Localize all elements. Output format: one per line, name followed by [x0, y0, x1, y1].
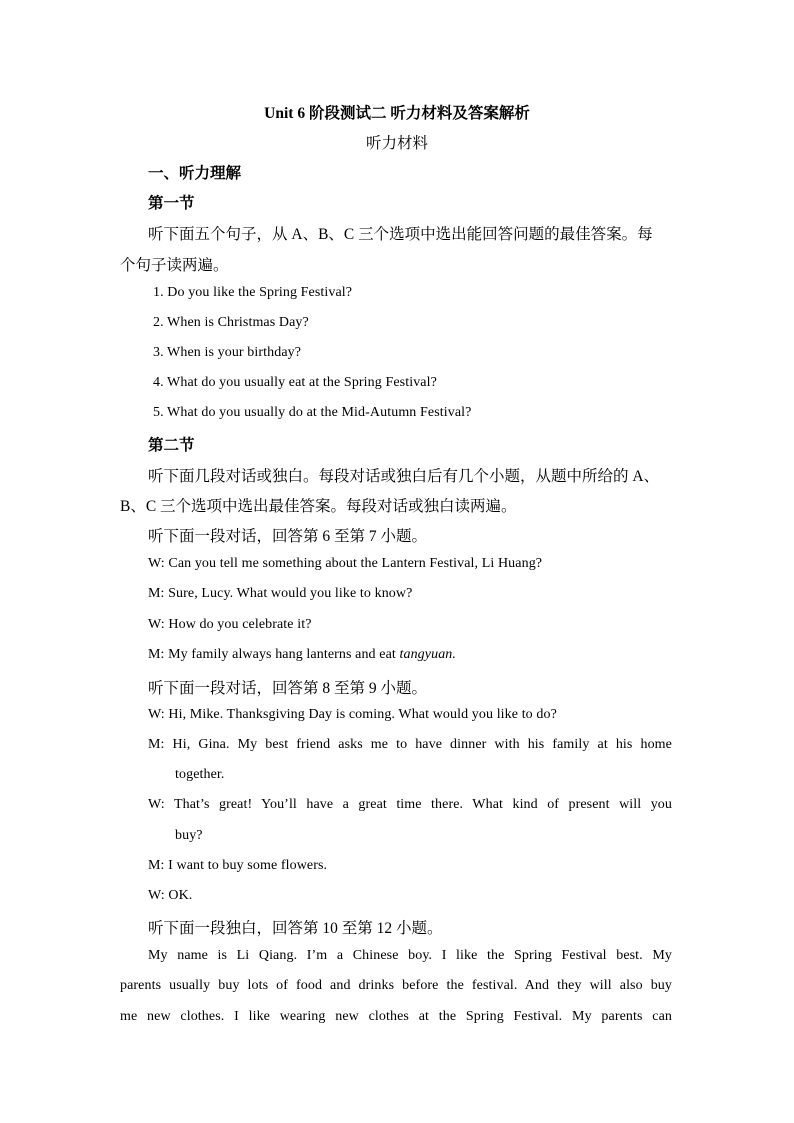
part1-instruction-line1: 听下面五个句子，从 A、B、C 三个选项中选出能回答问题的最佳答案。每: [148, 226, 653, 243]
part2-instruction-line1: 听下面几段对话或独白。每段对话或独白后有几个小题，从题中所给的 A、: [148, 468, 660, 485]
monologue-intro: 听下面一段独白，回答第 10 至第 12 小题。: [148, 920, 443, 937]
part2-instruction-line2: B、C 三个选项中选出最佳答案。每段对话或独白读两遍。: [120, 498, 517, 515]
dialog-line: M: I want to buy some flowers.: [148, 858, 328, 873]
monologue-line: me new clothes. I like wearing new clothes at the Spring Festival. My parents can: [120, 1009, 672, 1024]
dialog-line: M: Hi, Gina. My best friend asks me to have dinner with his family at his home: [148, 737, 672, 752]
dialog-line: W: Hi, Mike. Thanksgiving Day is coming. What would you like to do?: [148, 707, 557, 722]
question-item: 2. When is Christmas Day?: [153, 315, 309, 330]
question-item: 4. What do you usually eat at the Spring Festival?: [153, 375, 437, 390]
dialog-line: W: How do you celebrate it?: [148, 617, 312, 632]
dialog-line: M: Sure, Lucy. What would you like to know?: [148, 586, 413, 601]
part1-instruction-line2: 个句子读两遍。: [120, 257, 229, 274]
part2-heading: 第二节: [148, 437, 195, 454]
question-item: 5. What do you usually do at the Mid-Autumn Festival?: [153, 405, 472, 420]
dialog-line: W: OK.: [148, 888, 193, 903]
question-item: 3. When is your birthday?: [153, 345, 302, 360]
dialog-line-continuation: buy?: [175, 828, 203, 843]
italic-word: tangyuan.: [399, 647, 456, 662]
part1-heading: 第一节: [148, 195, 195, 212]
document-title: Unit 6 阶段测试二 听力材料及答案解析: [264, 105, 530, 122]
dialog1-intro: 听下面一段对话，回答第 6 至第 7 小题。: [148, 528, 428, 545]
dialog-line: W: Can you tell me something about the Lantern Festival, Li Huang?: [148, 556, 543, 571]
dialog-line: [148, 647, 456, 663]
dialog-line: W: That’s great! You’ll have a great time there. What kind of present will you: [148, 797, 672, 812]
monologue-line: parents usually buy lots of food and drinks before the festival. And they will also buy: [120, 978, 672, 993]
question-item: 1. Do you like the Spring Festival?: [153, 285, 353, 300]
dialog-line-text: M: My family always hang lanterns and eat: [148, 647, 400, 662]
dialog-line-continuation: together.: [175, 767, 225, 782]
dialog2-intro: 听下面一段对话，回答第 8 至第 9 小题。: [148, 680, 428, 697]
monologue-line: My name is Li Qiang. I’m a Chinese boy. I like the Spring Festival best. My: [148, 948, 672, 963]
document-subtitle: 听力材料: [365, 135, 428, 152]
section-heading-listening: 一、听力理解: [148, 165, 242, 182]
